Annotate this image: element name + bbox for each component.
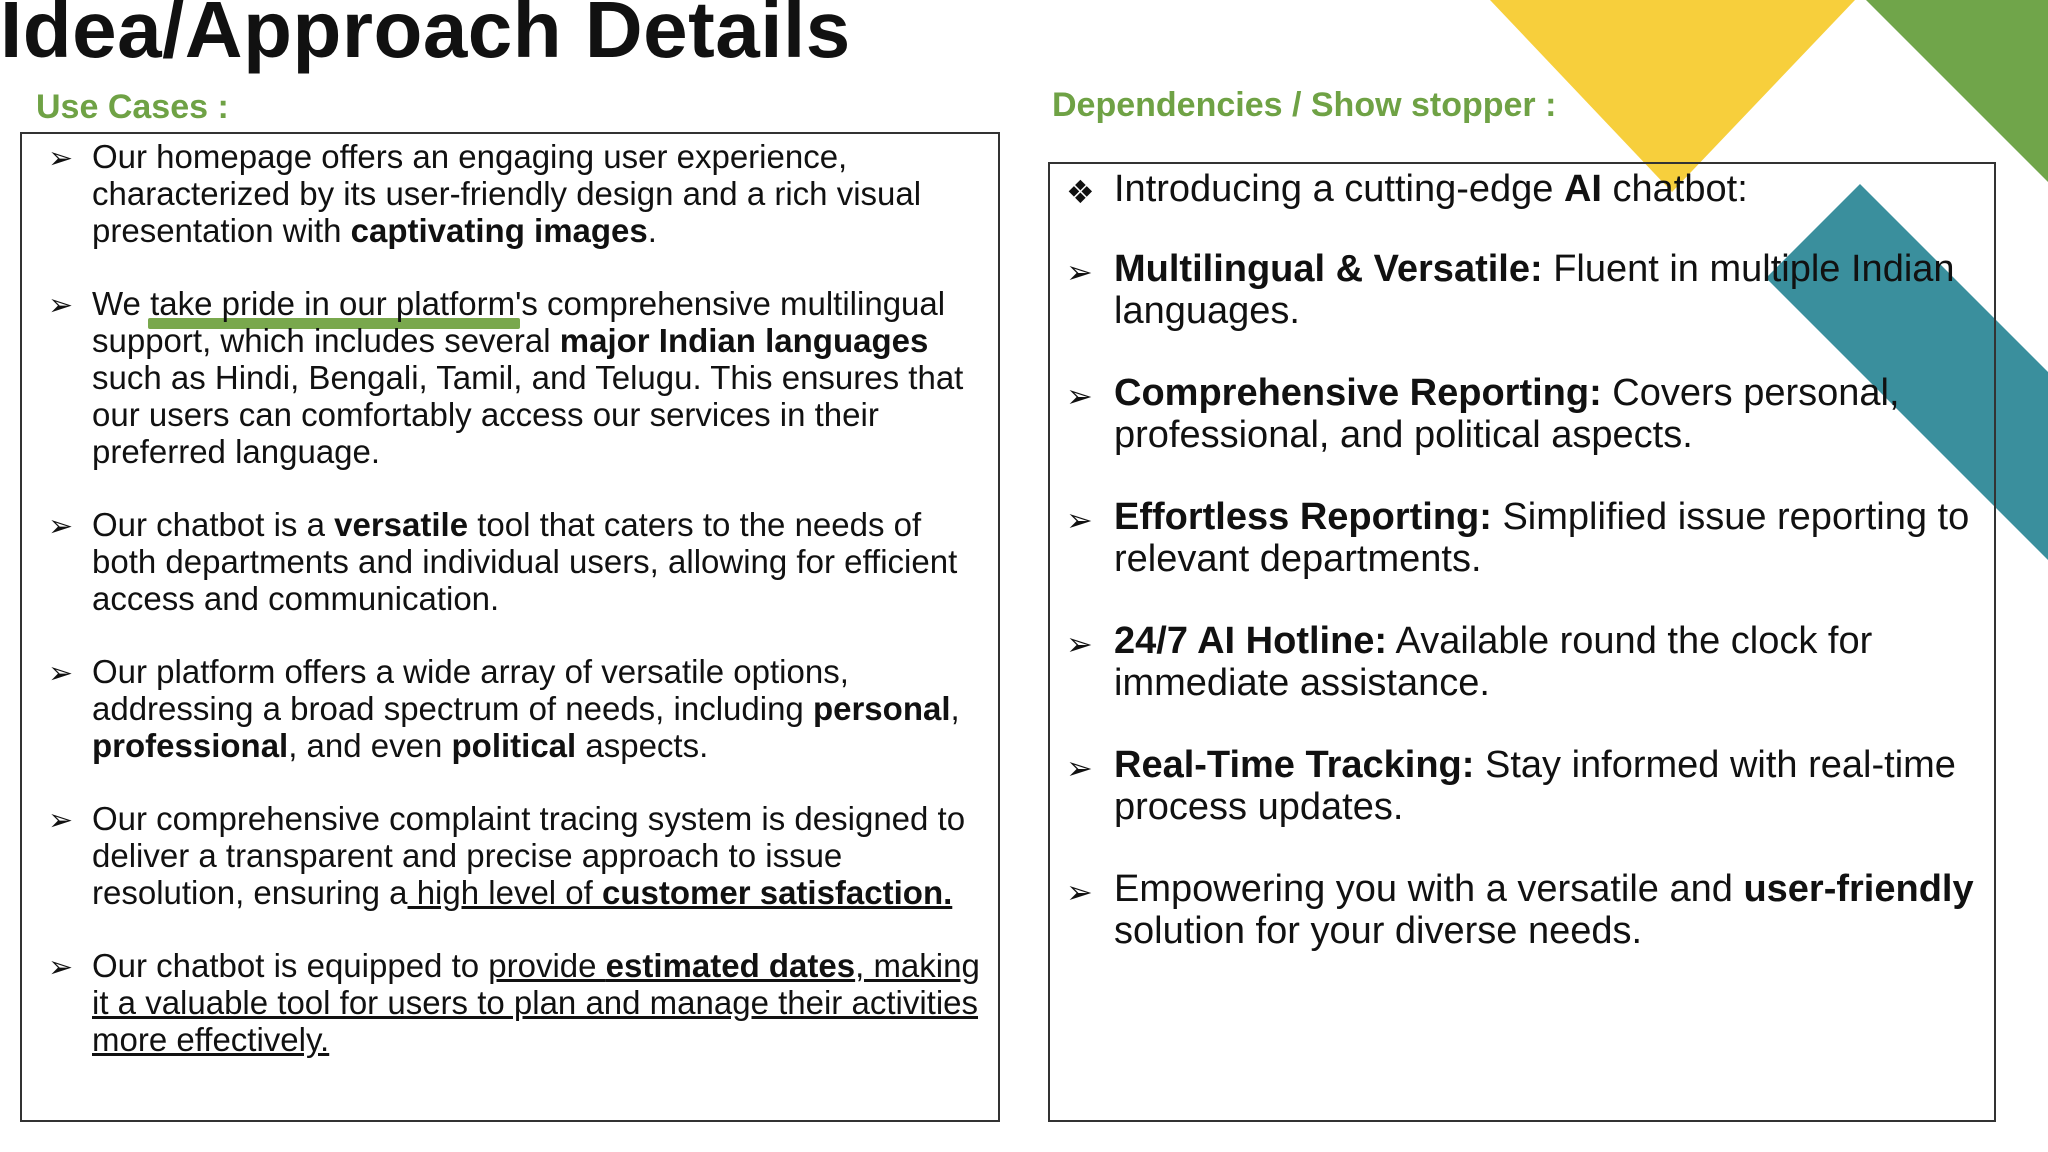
arrowhead-bullet-icon: ➢ <box>1066 874 1093 910</box>
diamond-bullet-icon: ❖ <box>1066 174 1095 210</box>
list-item: ➢ We take pride in our platform's comprehensive multilingual support, which includes several major Indian languages such as Hindi, Bengali, Tamil, and Telugu. This ensures that our users can comfortably access our services in their preferred language. <box>48 285 964 470</box>
arrowhead-bullet-icon: ➢ <box>48 804 74 837</box>
list-item: ➢ Our platform offers a wide array of versatile options, addressing a broad spectrum of needs, including personal, professional, and even political aspects. <box>48 653 960 764</box>
page-title: Idea/Approach Details <box>0 0 851 74</box>
list-item: ➢ Comprehensive Reporting: Covers personal, professional, and political aspects. <box>1066 372 1900 456</box>
dependencies-panel <box>1048 162 1996 1122</box>
arrowhead-bullet-icon: ➢ <box>1066 750 1093 786</box>
dependencies-label: Dependencies / Show stopper : <box>1052 86 1557 124</box>
arrowhead-bullet-icon: ➢ <box>48 510 74 543</box>
use-cases-label: Use Cases : <box>36 88 229 126</box>
arrowhead-bullet-icon: ➢ <box>1066 254 1093 290</box>
list-item: ➢ Our homepage offers an engaging user experience, characterized by its user-friendly design and a rich visual presentation with captivating images. <box>48 138 922 249</box>
list-item: ➢ 24/7 AI Hotline: Available round the clock for immediate assistance. <box>1066 620 1873 704</box>
list-item: ➢ Multilingual & Versatile: Fluent in multiple Indian languages. <box>1066 248 1955 332</box>
green-triangle <box>1866 0 2048 182</box>
list-item: ➢ Our chatbot is a versatile tool that caters to the needs of both departments and individual users, allowing for efficient access and communication. <box>48 506 958 617</box>
list-item: ➢ Real-Time Tracking: Stay informed with real-time process updates. <box>1066 744 1956 828</box>
intro-item: ❖ Introducing a cutting-edge AI chatbot: <box>1050 168 1984 210</box>
use-cases-panel <box>20 132 1000 1122</box>
list-item: ➢ Effortless Reporting: Simplified issue reporting to relevant departments. <box>1066 496 1970 580</box>
arrowhead-bullet-icon: ➢ <box>48 142 74 175</box>
arrowhead-bullet-icon: ➢ <box>48 657 74 690</box>
dependencies-list <box>1050 168 1994 952</box>
arrowhead-bullet-icon: ➢ <box>1066 378 1093 414</box>
arrowhead-bullet-icon: ➢ <box>48 951 74 984</box>
closing-item: ➢ Empowering you with a versatile and user-friendly solution for your diverse needs. <box>1066 868 1974 952</box>
list-item: ➢ Our comprehensive complaint tracing system is designed to deliver a transparent and precise approach to issue resolution, ensuring a high level of customer satisfaction. <box>48 800 966 911</box>
use-cases-list <box>22 134 998 1058</box>
arrowhead-bullet-icon: ➢ <box>48 289 74 322</box>
list-item: ➢ Our chatbot is equipped to provide estimated dates, making it a valuable tool for users to plan and manage their activities more effectively. <box>48 947 980 1058</box>
arrowhead-bullet-icon: ➢ <box>1066 626 1093 662</box>
arrowhead-bullet-icon: ➢ <box>1066 502 1093 538</box>
